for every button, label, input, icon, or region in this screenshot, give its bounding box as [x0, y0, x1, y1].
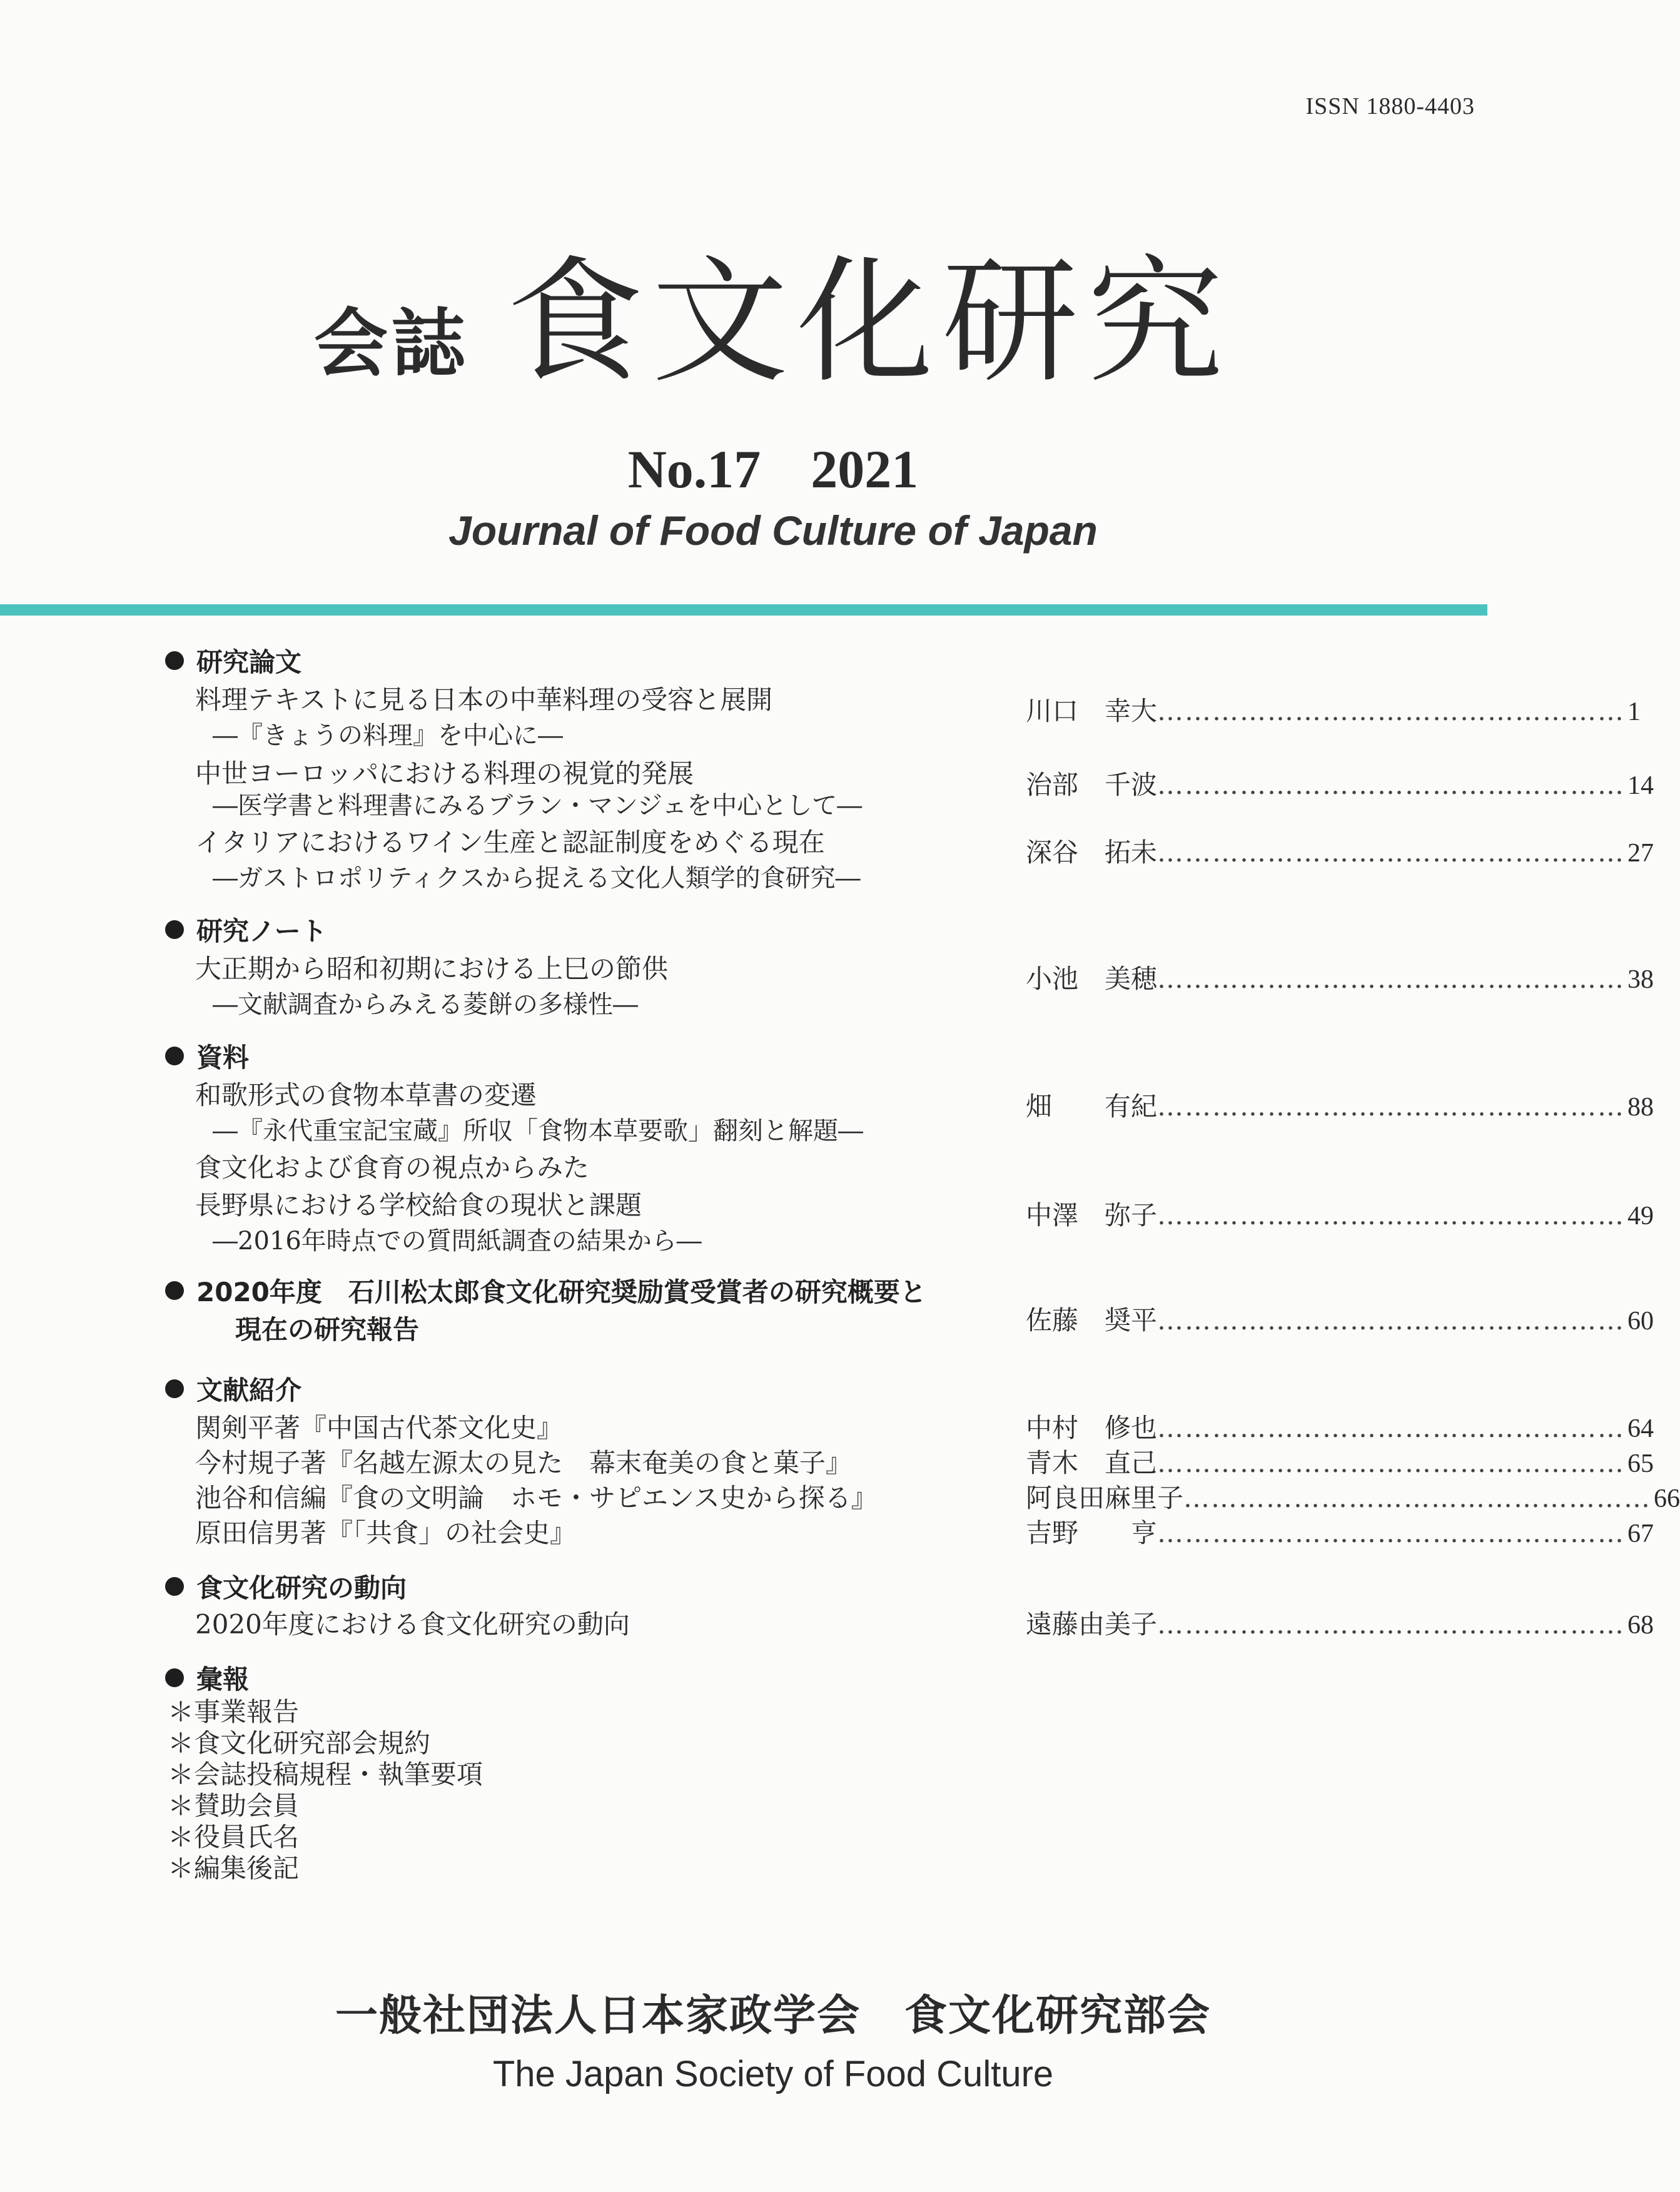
toc-page: 66	[1654, 1484, 1680, 1513]
section-heading-research-notes: 研究ノート	[165, 911, 327, 948]
publisher-japanese	[0, 1982, 1546, 2042]
toc-author: 治部 千波	[1026, 769, 1158, 800]
toc-page: 68	[1627, 1611, 1654, 1640]
leader-dots: ……………………………………………	[1157, 1518, 1626, 1548]
bullet-icon	[165, 1047, 184, 1065]
toc-author-entry	[1026, 1300, 1654, 1337]
toc-page: 65	[1627, 1449, 1654, 1478]
title-main: 食文化研究	[507, 243, 1232, 402]
section-heading-bulletin: 彙報	[165, 1659, 249, 1697]
bulletin-item[interactable]: ＊賛助会員	[168, 1790, 300, 1821]
toc-page: 88	[1627, 1093, 1654, 1122]
toc-author: 中村 修也	[1026, 1413, 1158, 1443]
section-heading-trends: 食文化研究の動向	[165, 1568, 407, 1605]
leader-dots: ……………………………………………	[1157, 1091, 1626, 1122]
bulletin-item[interactable]: ＊食文化研究部会規約	[168, 1728, 431, 1758]
section-heading-award: 2020年度 石川松太郎食文化研究奨励賞受賞者の研究概要と 現在の研究報告	[165, 1274, 926, 1349]
toc-title[interactable]: 原田信男著『「共食」の社会史』	[195, 1518, 577, 1548]
toc-title[interactable]: イタリアにおけるワイン生産と認証制度をめぐる現在	[195, 827, 825, 858]
journal-english-name: Journal of Food Culture of Japan	[448, 507, 1098, 554]
section-heading-research-papers: 研究論文	[165, 642, 301, 679]
toc-author: 畑 有紀	[1026, 1091, 1158, 1122]
toc-title[interactable]: 今村規子著『名越左源太の見た 幕末奄美の食と菓子』	[195, 1448, 853, 1478]
toc-author-entry	[1026, 691, 1641, 728]
bulletin-item[interactable]: ＊会誌投稿規程・執筆要項	[168, 1759, 483, 1790]
toc-title[interactable]: 食文化および食育の視点からみた	[195, 1152, 590, 1183]
toc-title[interactable]: 和歌形式の食物本草書の変遷	[195, 1080, 537, 1110]
leader-dots: ……………………………………………	[1157, 1200, 1626, 1230]
section-heading-book-reviews: 文献紹介	[165, 1370, 301, 1408]
toc-author-entry	[1026, 1086, 1654, 1124]
toc-author-entry	[1026, 958, 1654, 996]
leader-dots: ……………………………………………	[1157, 1609, 1626, 1640]
toc-author-entry	[1026, 1408, 1654, 1445]
issue-number: No.17	[627, 439, 761, 499]
section-heading-materials: 資料	[165, 1037, 249, 1075]
bullet-icon	[165, 651, 184, 670]
toc-author-entry	[1026, 764, 1654, 802]
issue-year: 2021	[811, 439, 919, 499]
toc-author: 青木 直己	[1026, 1448, 1158, 1478]
toc-author: 佐藤 奨平	[1026, 1305, 1158, 1336]
toc-author-entry	[1026, 1443, 1654, 1480]
toc-title[interactable]: 2020年度における食文化研究の動向	[195, 1609, 630, 1640]
toc-title[interactable]: 料理テキストに見る日本の中華料理の受容と展開	[195, 684, 773, 715]
leader-dots: ……………………………………………	[1157, 963, 1626, 994]
toc-page: 64	[1627, 1414, 1654, 1443]
toc-page: 27	[1627, 839, 1654, 868]
publisher-dept: 食文化研究部会	[904, 1991, 1212, 2041]
bullet-icon	[165, 1379, 184, 1398]
bulletin-item[interactable]: ＊事業報告	[168, 1697, 300, 1727]
toc-subtitle: ―ガストロポリティクスから捉える文化人類学的食研究―	[213, 864, 861, 893]
toc-title-line2[interactable]: 長野県における学校給食の現状と課題	[195, 1190, 642, 1220]
toc-author-entry	[1026, 1195, 1654, 1232]
leader-dots: ……………………………………………	[1157, 1448, 1626, 1478]
toc-page: 14	[1627, 771, 1654, 800]
bulletin-item[interactable]: ＊編集後記	[168, 1853, 300, 1884]
bullet-icon	[165, 920, 184, 939]
leader-dots: ……………………………………………	[1157, 1413, 1626, 1443]
toc-author: 川口 幸大	[1026, 696, 1158, 726]
toc-subtitle: ―文献調査からみえる菱餅の多様性―	[213, 990, 638, 1019]
title-prefix: 会誌	[313, 300, 469, 387]
toc-subtitle: ―医学書と料理書にみるブラン・マンジェを中心として―	[213, 791, 863, 820]
toc-author: 阿良田麻里子	[1026, 1483, 1184, 1513]
toc-author-entry	[1026, 1604, 1654, 1641]
toc-subtitle: ―『きょうの料理』を中心に―	[213, 721, 563, 750]
accent-divider	[0, 604, 1487, 616]
toc-author: 遠藤由美子	[1026, 1609, 1158, 1640]
toc-author-entry	[1026, 1513, 1654, 1550]
toc-page: 49	[1627, 1202, 1654, 1230]
toc-page: 67	[1627, 1520, 1654, 1548]
leader-dots: ……………………………………………	[1157, 769, 1626, 800]
toc-author-entry	[1026, 1478, 1680, 1515]
toc-page: 38	[1627, 965, 1654, 994]
toc-page: 60	[1627, 1307, 1654, 1336]
bullet-icon	[165, 1577, 184, 1596]
toc-title[interactable]: 大正期から昭和初期における上巳の節供	[195, 953, 669, 984]
bullet-icon	[165, 1281, 184, 1300]
toc-subtitle: ―『永代重宝記宝蔵』所収「食物本草要歌」翻刻と解題―	[213, 1117, 863, 1145]
issue-info	[0, 438, 1546, 500]
leader-dots: ……………………………………………	[1157, 837, 1626, 868]
toc-author: 小池 美穂	[1026, 963, 1158, 994]
bullet-icon	[165, 1668, 184, 1687]
issn-number: ISSN 1880-4403	[1305, 93, 1475, 119]
bulletin-item[interactable]: ＊役員氏名	[168, 1822, 300, 1852]
toc-author-entry	[1026, 832, 1654, 870]
leader-dots: ……………………………………………	[1157, 1305, 1626, 1336]
toc-subtitle: ―2016年時点での質問紙調査の結果から―	[213, 1227, 702, 1256]
toc-page: 1	[1627, 698, 1641, 726]
toc-author: 深谷 拓未	[1026, 837, 1158, 868]
toc-author: 吉野 亨	[1026, 1518, 1158, 1548]
toc-title[interactable]: 池谷和信編『食の文明論 ホモ・サピエンス史から探る』	[195, 1483, 878, 1513]
journal-title	[0, 213, 1546, 408]
leader-dots: ……………………………………………	[1157, 696, 1626, 726]
leader-dots: ……………………………………………	[1183, 1483, 1652, 1513]
toc-title[interactable]: 中世ヨーロッパにおける料理の視覚的発展	[195, 758, 694, 789]
publisher-org: 一般社団法人日本家政学会	[335, 1991, 861, 2041]
toc-author: 中澤 弥子	[1026, 1200, 1158, 1230]
publisher-english: The Japan Society of Food Culture	[492, 2054, 1054, 2094]
toc-title[interactable]: 関剣平著『中国古代茶文化史』	[195, 1413, 564, 1443]
